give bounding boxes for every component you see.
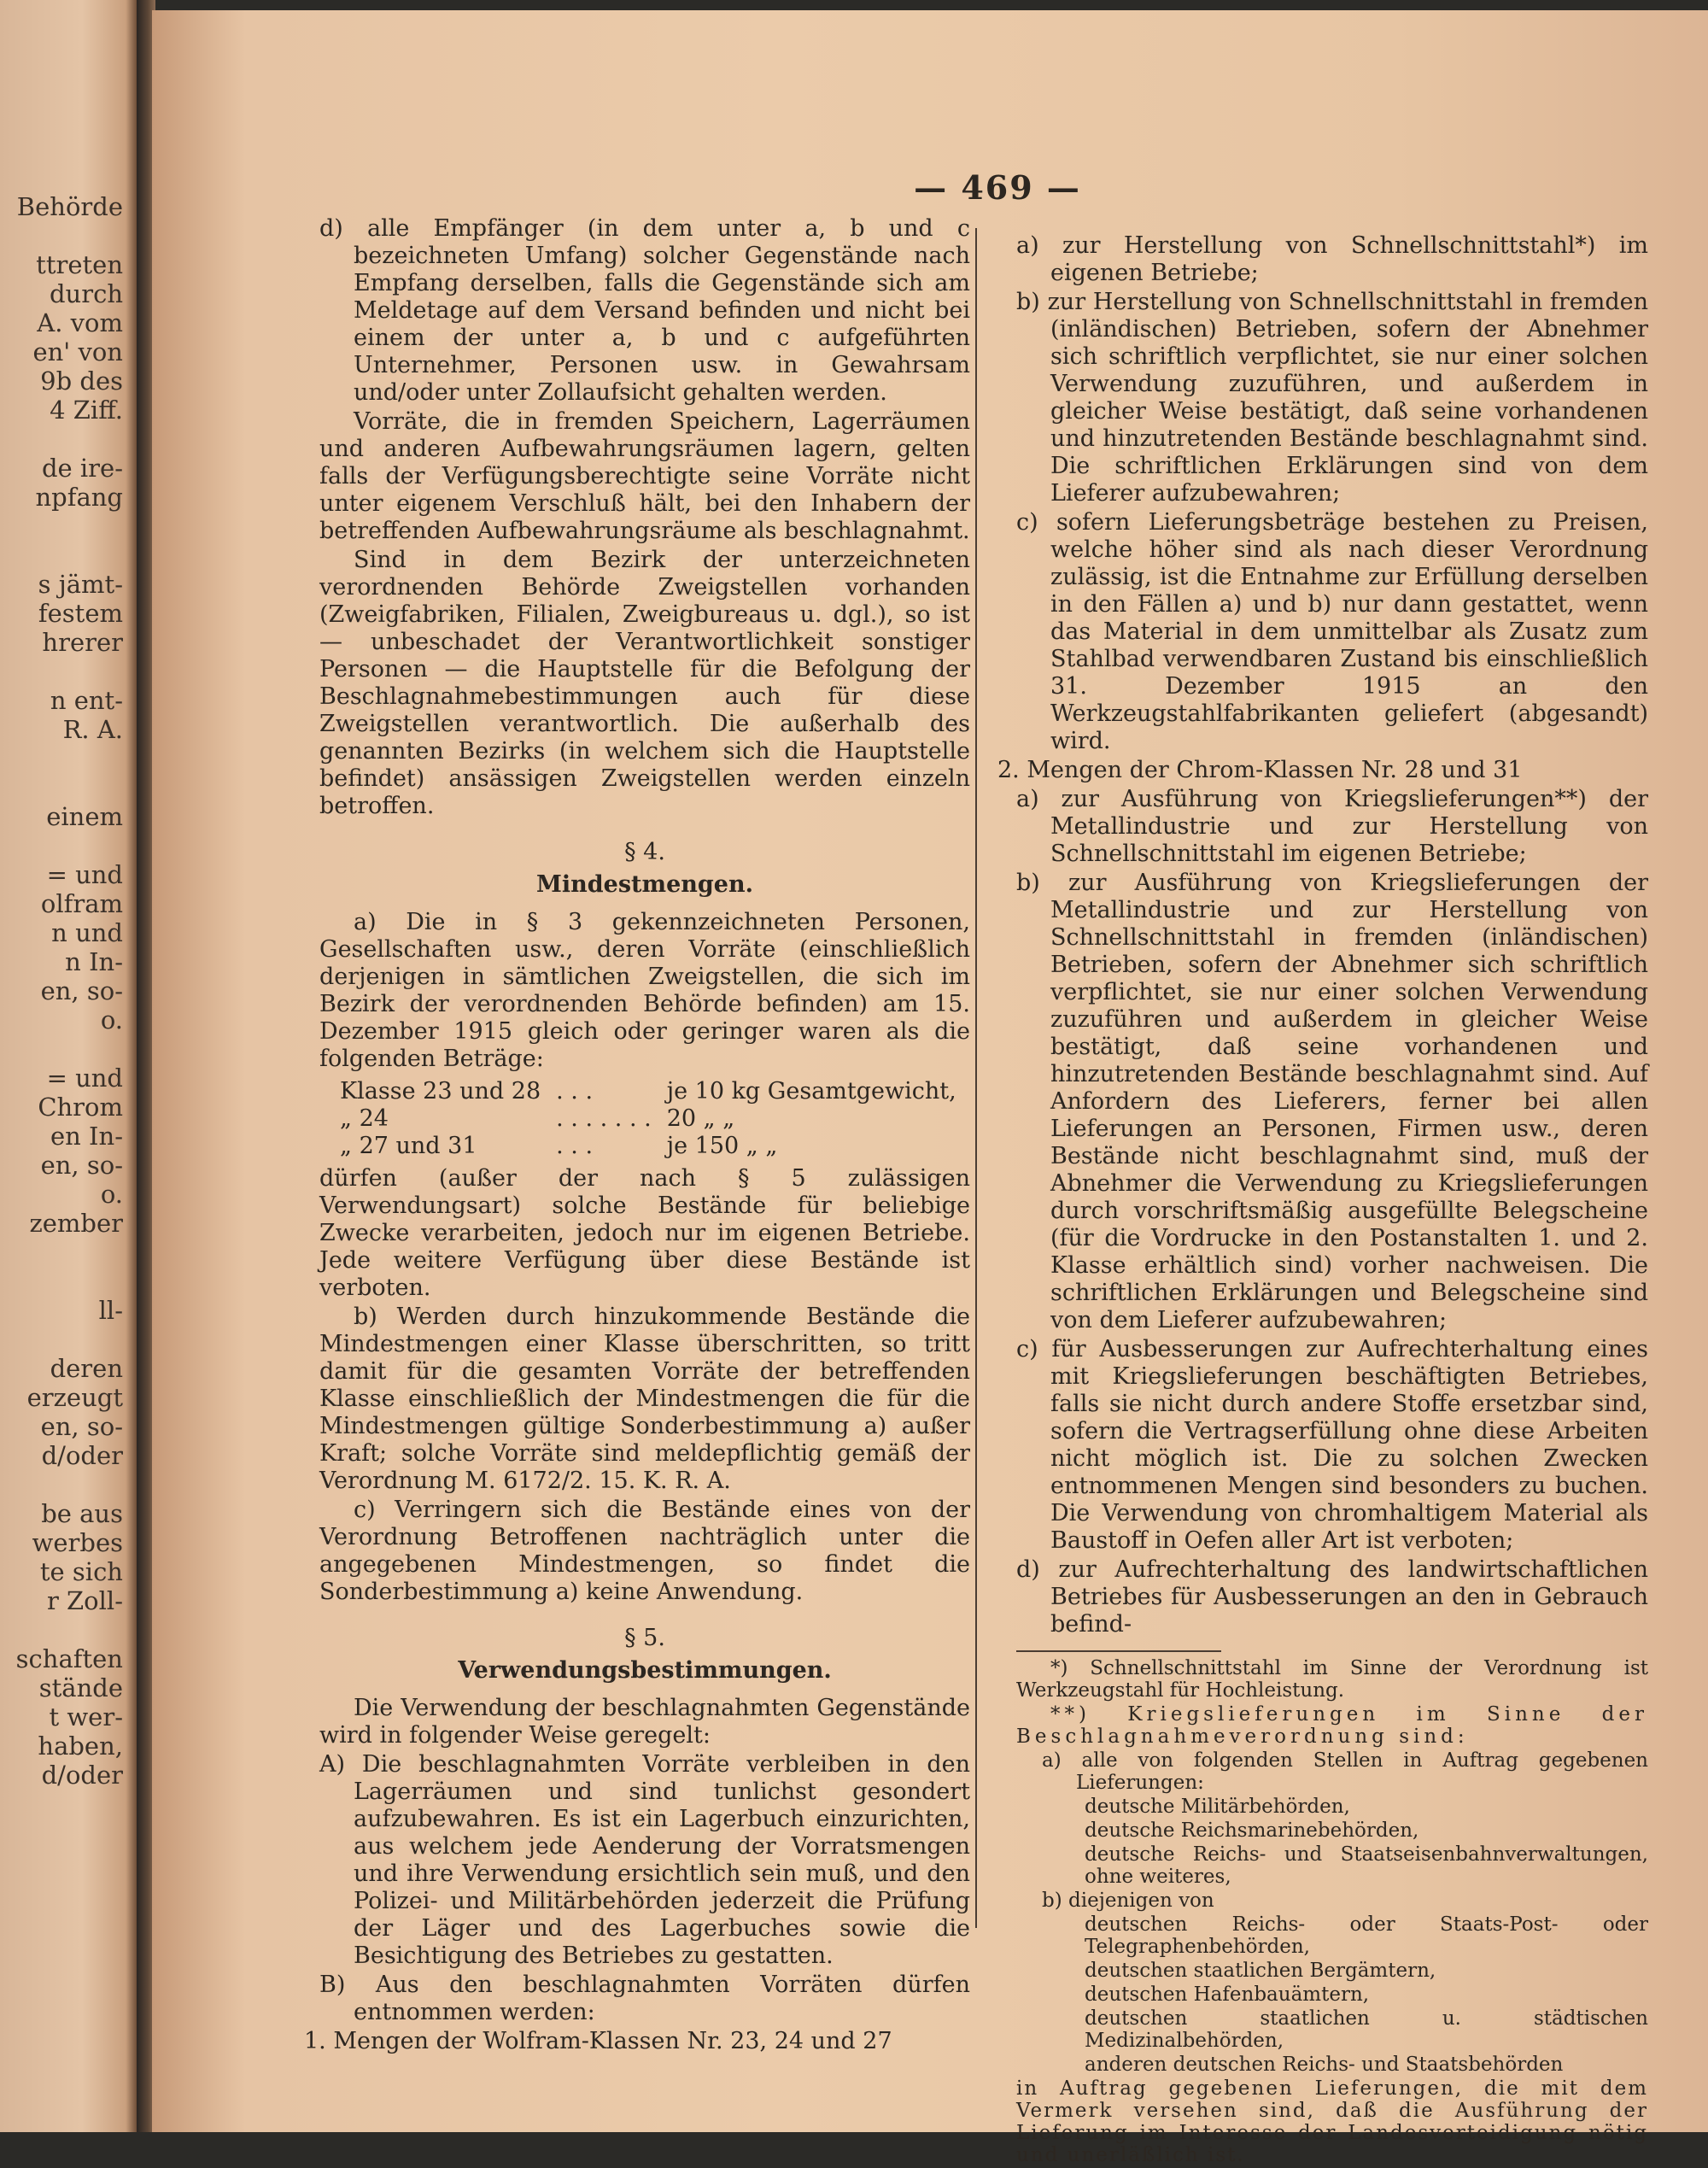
previous-page-fragment: Behörde (16, 192, 123, 221)
previous-page-fragment: olfram (40, 889, 123, 918)
section-5-intro: Die Verwendung der beschlagnahmten Gegenstände wird in folgender Weise geregelt: (319, 1695, 970, 1749)
footnotes (1016, 1657, 1648, 2166)
previous-page-fragment: stände (38, 1673, 123, 1702)
previous-page-fragment: d/oder (41, 1761, 123, 1790)
previous-page-fragment: s jämt- (38, 570, 123, 599)
previous-page-fragment: haben, (38, 1731, 123, 1761)
footnote-2-b-item: deutschen staatlichen Bergämtern, (1085, 1960, 1436, 1982)
previous-page-fragment: en, so- (40, 976, 123, 1005)
previous-page-fragment: o. (100, 1005, 123, 1034)
previous-page-fragment: Chrom (38, 1093, 123, 1122)
previous-page-fragment: n und (51, 918, 123, 947)
previous-page-fragment: en In- (50, 1122, 123, 1151)
previous-page-fragment: o. (100, 1180, 123, 1209)
section-4-title: Mindestmengen. (536, 871, 753, 898)
footnote-2-b: b) diejenigen von (1042, 1890, 1214, 1912)
left-column (304, 215, 970, 2057)
previous-page-fragment (0, 744, 123, 773)
footnote-2-b-item: deutschen Hafenbauämtern, (1085, 1983, 1370, 2006)
previous-page-fragment: t wer- (49, 1702, 123, 1731)
item-1-c: c) sofern Lieferungsbeträge bestehen zu Preisen, welche höher sind als nach dieser Verordnung zulässig, ist die Entnahme zur Erfüllung derselben in den Fällen a) und b) nur dann gestattet, wenn das Material in dem unmittelbar als Zusatz zum Stahlbad verwendbaren Zustand bis einschließlich 31. Dezember 1915 an den Werkzeugstahlfabrikanten geliefert (abgesandt) wird. (1016, 509, 1648, 754)
document-page (152, 10, 1708, 2166)
rate-row (340, 1133, 972, 1160)
previous-page-edge (0, 0, 137, 2132)
item-2-a: a) zur Ausführung von Kriegslieferungen**) der Metallindustrie und zur Herstellung von Schnellschnittstahl im eigenen Betriebe; (1016, 786, 1648, 867)
item-2-d: d) zur Aufrechterhaltung des landwirtschaftlichen Betriebes für Ausbesserungen an den in Gebrauch befind- (1016, 1556, 1648, 1638)
footnote-2-a-item: deutsche Reichsmarinebehörden, (1085, 1819, 1419, 1842)
previous-page-fragment: = und (46, 860, 123, 889)
section-5-heading: § 5. (624, 1625, 665, 1651)
previous-page-fragment (0, 831, 123, 860)
previous-page-fragment: n ent- (50, 686, 123, 715)
previous-page-fragment (0, 773, 123, 802)
rate-class: Klasse 23 und 28 (340, 1078, 541, 1105)
previous-page-fragment: deren (50, 1354, 123, 1383)
previous-page-fragments (0, 192, 128, 1790)
page-number: — 469 — (914, 168, 1081, 207)
previous-page-fragment: hrerer (42, 628, 123, 657)
footnote-2-a-item: deutsche Militärbehörden, (1085, 1796, 1350, 1818)
previous-page-fragment (0, 425, 123, 454)
previous-page-fragment: de ire- (41, 454, 123, 483)
previous-page-fragment: r Zoll- (46, 1586, 123, 1615)
previous-page-fragment (0, 541, 123, 570)
previous-page-fragment: durch (49, 279, 123, 308)
rate-amount: 20 „ „ (666, 1105, 735, 1132)
section-4-a: a) Die in § 3 gekennzeichneten Personen, Gesellschaften usw., deren Vorräte (einschließlich derjenigen in sämtlichen Zweigstellen, die sich im Bezirk der verordnenden Behörde befinden) am 15. Dezember 1915 gleich oder geringer waren als die folgenden Beträge: (319, 909, 970, 1072)
previous-page-fragment: te sich (39, 1557, 123, 1586)
footnote-2-b-item: deutschen Reichs- oder Staats-Post- oder Telegraphenbehörden, (1085, 1913, 1648, 1958)
rate-row (340, 1105, 972, 1133)
previous-page-fragment: n In- (65, 947, 123, 976)
item-2-b: b) zur Ausführung von Kriegslieferungen der Metallindustrie und zur Herstellung von Schnellschnittstahl in fremden (inländischen) Betrieben, sofern der Abnehmer sich schriftlich verpflichtet, sie nur einer solchen Verwendung zuzuführen und außerdem in gleicher Weise bestätigt, daß seine vorhandenen und hinzutretenden Bestände beschlagnahmt sind. Auf Anfordern des Lieferers, ferner bei allen Lieferungen an Personen, Firmen usw., deren Bestände nicht beschlagnahmt sind, muß der Abnehmer die Verwendung zu Kriegslieferungen durch vorschriftsmäßig ausgefüllte Belegscheine (für die Vordrucke in den Postanstalten 1. und 2. Klasse erhältlich sind) vorher nachweisen. Die schriftlichen Erklärungen und Belegscheine sind von dem Lieferer aufzubewahren; (1016, 870, 1648, 1333)
previous-page-fragment: festem (38, 599, 123, 628)
previous-page-fragment: ttreten (36, 250, 123, 279)
previous-page-fragment: be aus (41, 1499, 123, 1528)
footnote-2-b-item: anderen deutschen Reichs- und Staatsbehörden (1085, 2054, 1564, 2076)
section-4-c: c) Verringern sich die Bestände eines von der Verordnung Betroffenen nachträglich unter die angegebenen Mindestmengen, so findet die Sonderbestimmung a) keine Anwendung. (319, 1497, 970, 1605)
previous-page-fragment: zember (29, 1209, 123, 1238)
previous-page-fragment: erzeugt (26, 1383, 123, 1412)
footnote-2-a: a) alle von folgenden Stellen in Auftrag gegebenen Lieferungen: (1042, 1749, 1648, 1794)
previous-page-fragment (0, 1034, 123, 1063)
section-5-title: Verwendungsbestimmungen. (458, 1657, 832, 1684)
footnote-1: *) Schnellschnittstahl im Sinne der Verordnung ist Werkzeugstahl für Hochleistung. (1016, 1657, 1648, 1702)
section-5-A: A) Die beschlagnahmten Vorräte verbleiben in den Lagerräumen und sind tunlichst gesondert aufzubewahren. Es ist ein Lagerbuch einzurichten, aus welchem jede Aenderung der Vorratsmengen und ihre Verwendung ersichtlich sein muß, und den Polizei- und Militärbehörden jederzeit die Prüfung der Läger und des Lagerbuches sowie die Besichtigung des Betriebes zu gestatten. (319, 1751, 970, 1969)
section-5-B: B) Aus den beschlagnahmten Vorräten dürfen entnommen werden: (319, 1972, 970, 2025)
right-column (997, 232, 1648, 2168)
previous-page-fragment: en, so- (40, 1151, 123, 1180)
footnote-2-intro: **) Kriegslieferungen im Sinne der Beschlagnahmeverordnung sind: (1016, 1703, 1648, 1748)
footnote-separator (1016, 1650, 1221, 1652)
paragraph-d: d) alle Empfänger (in dem unter a, b und c bezeichneten Umfang) solcher Gegenstände nach Empfang derselben, falls die Gegenstände sich am Meldetage auf dem Versand befinden und nicht bei einem der unter a, b und c aufgeführten Unternehmer, Personen usw. in Gewahrsam und/oder unter Zollaufsicht gehalten werden. (319, 215, 970, 406)
previous-page-fragment: 4 Ziff. (50, 396, 123, 425)
previous-page-fragment: R. A. (62, 715, 123, 744)
previous-page-fragment: d/oder (41, 1441, 123, 1470)
previous-page-fragment: = und (46, 1063, 123, 1093)
rate-class: „ 27 und 31 (340, 1133, 477, 1159)
previous-page-fragment (0, 1615, 123, 1644)
previous-page-fragment: npfang (35, 483, 123, 512)
previous-page-fragment (0, 657, 123, 686)
rate-class: „ 24 (340, 1105, 389, 1132)
previous-page-fragment: en, so- (40, 1412, 123, 1441)
previous-page-fragment (0, 1238, 123, 1267)
previous-page-fragment: A. vom (37, 308, 123, 337)
footnote-2-end: in Auftrag gegebenen Lieferungen, die mit dem Vermerk versehen sind, daß die Ausführung der Lieferung im Interesse der Landesverteidigung nötig und unerläßlich ist. (1016, 2077, 1648, 2166)
minimum-quantities-table (340, 1078, 972, 1160)
column-rule (975, 228, 977, 1928)
rate-amount: je 10 kg Gesamtgewicht, (666, 1078, 956, 1105)
previous-page-fragment: 9b des (40, 366, 123, 396)
rate-dots: . . . (556, 1078, 594, 1105)
item-2-heading: 2. Mengen der Chrom-Klassen Nr. 28 und 31 (997, 757, 1523, 783)
previous-page-fragment: schaften (15, 1644, 123, 1673)
previous-page-fragment: werbes (32, 1528, 123, 1557)
previous-page-fragment: en' von (32, 337, 123, 366)
item-1-a: a) zur Herstellung von Schnellschnittstahl*) im eigenen Betriebe; (1016, 232, 1648, 286)
rate-dots: . . . (556, 1133, 594, 1159)
previous-page-fragment: einem (46, 802, 123, 831)
previous-page-fragment (0, 1325, 123, 1354)
section-4-heading: § 4. (624, 839, 665, 865)
previous-page-fragment (0, 221, 123, 250)
paragraph-branches: Sind in dem Bezirk der unterzeichneten verordnenden Behörde Zweigstellen vorhanden (Zweigfabriken, Filialen, Zweigbureaus u. dgl.), so ist — unbeschadet der Verantwortlichkeit sonstiger Personen — die Hauptstelle für die Befolgung der Beschlagnahmebestimmungen auch für diese Zweigstellen verantwortlich. Die außerhalb des genannten Bezirks (in welchem sich die Hauptstelle befindet) ansässigen Zweigstellen werden einzeln betroffen. (319, 547, 970, 819)
previous-page-fragment (0, 1470, 123, 1499)
footnote-2-a-item: deutsche Reichs- und Staatseisenbahnverwaltungen, ohne weiteres, (1085, 1843, 1648, 1888)
section-5-B-1: 1. Mengen der Wolfram-Klassen Nr. 23, 24 und 27 (304, 2028, 892, 2054)
previous-page-fragment: ll- (98, 1296, 123, 1325)
item-1-b: b) zur Herstellung von Schnellschnittstahl in fremden (inländischen) Betrieben, sofern der Abnehmer sich schriftlich verpflichtet, sie nur einer solchen Verwendung zuzuführen, und außerdem in gleicher Weise bestätigt, daß seine vorhandenen und hinzutretenden Bestände beschlagnahmt sind. Die schriftlichen Erklärungen sind von dem Lieferer aufzubewahren; (1016, 289, 1648, 507)
paragraph-storage: Vorräte, die in fremden Speichern, Lagerräumen und anderen Aufbewahrungsräumen lagern, gelten falls der Verfügungsberechtigte seine Vorräte nicht unter eigenem Verschluß hält, bei den Inhabern der betreffenden Aufbewahrungsräume als beschlagnahmt. (319, 408, 970, 544)
section-4-a-continued: dürfen (außer der nach § 5 zulässigen Verwendungsart) solche Bestände für beliebige Zwecke verarbeiten, jedoch nur im eigenen Betriebe. Jede weitere Verfügung über diese Bestände ist verboten. (319, 1165, 970, 1301)
section-4-b: b) Werden durch hinzukommende Bestände die Mindestmengen einer Klasse überschritten, so tritt damit für die gesamten Vorräte der betreffenden Klasse einschließlich der Mindestmengen die für die Mindestmengen gültige Sonderbestimmung a) außer Kraft; solche Vorräte sind meldepflichtig gemäß der Verordnung M. 6172/2. 15. K. R. A. (319, 1304, 970, 1494)
rate-dots: . . . . . . . (556, 1105, 652, 1132)
rate-amount: je 150 „ „ (666, 1133, 778, 1159)
rate-row (340, 1078, 972, 1105)
footnote-2-b-item: deutschen staatlichen u. städtischen Medizinalbehörden, (1085, 2007, 1648, 2052)
item-2-c: c) für Ausbesserungen zur Aufrechterhaltung eines mit Kriegslieferungen beschäftigten Betriebes, falls sie nicht durch andere Stoffe ersetzbar sind, sofern die Vertragserfüllung ohne diese Arbeiten nicht möglich ist. Die zu solchen Zwecken entnommenen Mengen sind besonders zu buchen. Die Verwendung von chromhaltigem Material als Baustoff in Oefen aller Art ist verboten; (1016, 1336, 1648, 1554)
previous-page-fragment (0, 1267, 123, 1296)
previous-page-fragment (0, 512, 123, 541)
